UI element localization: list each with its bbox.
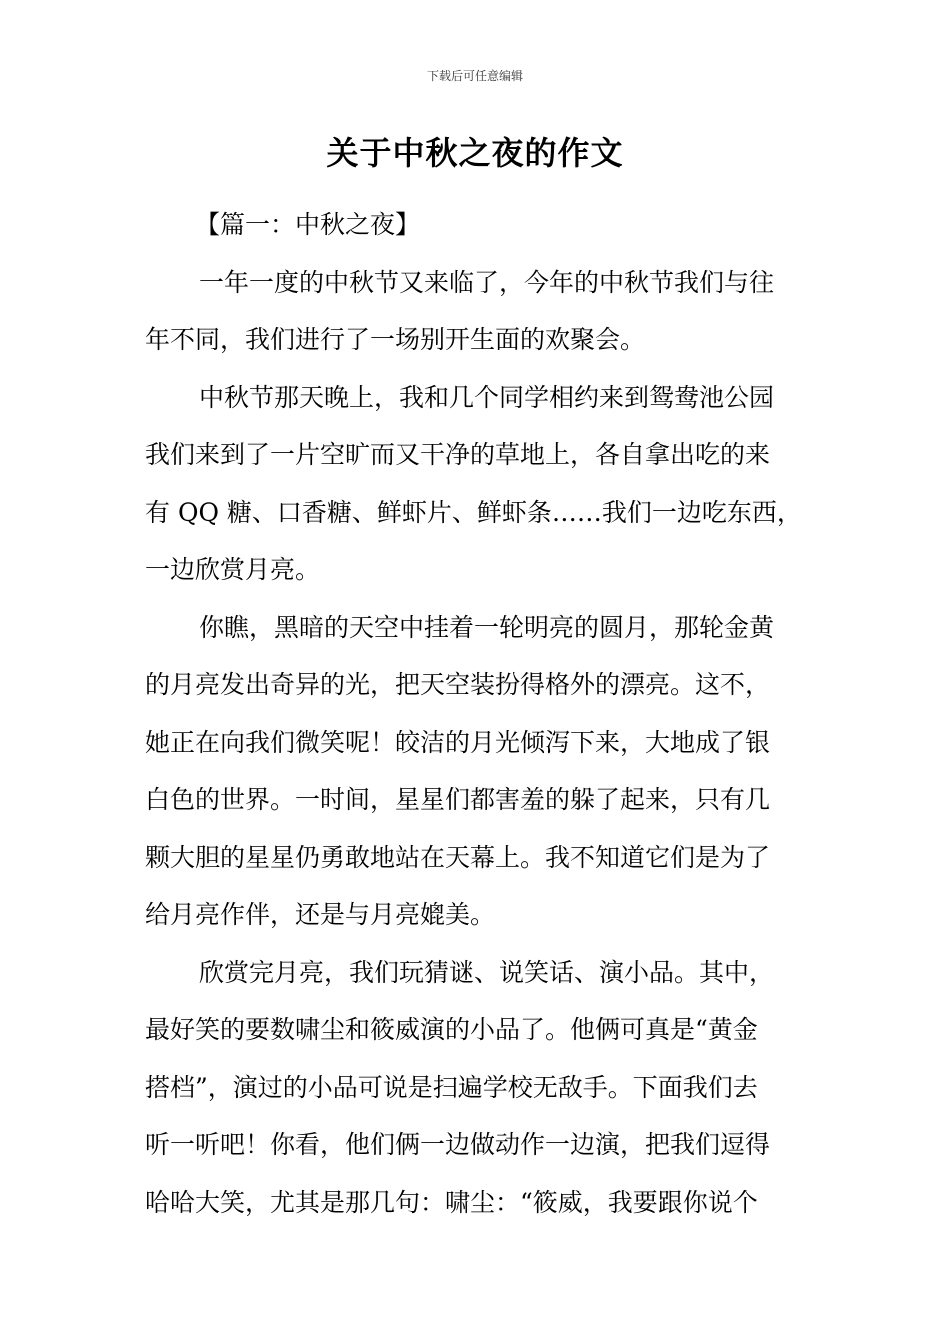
paragraph-line: 听一听吧！你看，他们俩一边做动作一边演，把我们逗得 <box>145 1130 771 1159</box>
paragraph-line: 给月亮作伴，还是与月亮媲美。 <box>145 900 496 929</box>
paragraph-line: 的月亮发出奇异的光，把天空装扮得格外的漂亮。这不， <box>145 670 771 699</box>
paragraph-line: 搭档”，演过的小品可说是扫遍学校无敌手。下面我们去 <box>145 1072 758 1102</box>
paragraph-line: 一边欣赏月亮。 <box>145 555 321 584</box>
section-heading: 【篇一：中秋之夜】 <box>195 210 421 239</box>
paragraph-line: 白色的世界。一时间，星星们都害羞的躲了起来，只有几 <box>145 785 771 814</box>
document-body <box>145 196 810 1231</box>
paragraph-line: 一年一度的中秋节又来临了，今年的中秋节我们与往 <box>199 267 775 297</box>
header-note: 下载后可任意编辑 <box>426 69 523 83</box>
paragraph-line: 最好笑的要数啸尘和筱威演的小品了。他俩可真是“黄金 <box>145 1015 758 1044</box>
paragraph-2 <box>145 369 810 599</box>
paragraph-line: 我们来到了一片空旷而又干净的草地上，各自拿出吃的来 <box>145 440 771 469</box>
paragraph-3 <box>145 599 810 944</box>
paragraph-line: 颗大胆的星星仍勇敢地站在天幕上。我不知道它们是为了 <box>145 842 771 872</box>
paragraph-line: 哈哈大笑，尤其是那几句：啸尘：“筱威，我要跟你说个 <box>145 1187 758 1217</box>
paragraph-4 <box>145 944 810 1232</box>
paragraph-line: 有 QQ 糖、口香糖、鲜虾片、鲜虾条……我们一边吃东西， <box>145 497 802 527</box>
paragraph-line: 欣赏完月亮，我们玩猜谜、说笑话、演小品。其中， <box>199 957 775 987</box>
paragraph-line: 她正在向我们微笑呢！皎洁的月光倾泻下来，大地成了银 <box>145 727 771 757</box>
paragraph-line: 你瞧，黑暗的天空中挂着一轮明亮的圆月，那轮金黄 <box>199 612 775 642</box>
paragraph-line: 中秋节那天晚上，我和几个同学相约来到鸳鸯池公园 <box>199 382 775 412</box>
paragraph-1 <box>145 254 810 369</box>
document-title: 关于中秋之夜的作文 <box>326 134 624 172</box>
paragraph-line: 年不同，我们进行了一场别开生面的欢聚会。 <box>145 325 646 354</box>
